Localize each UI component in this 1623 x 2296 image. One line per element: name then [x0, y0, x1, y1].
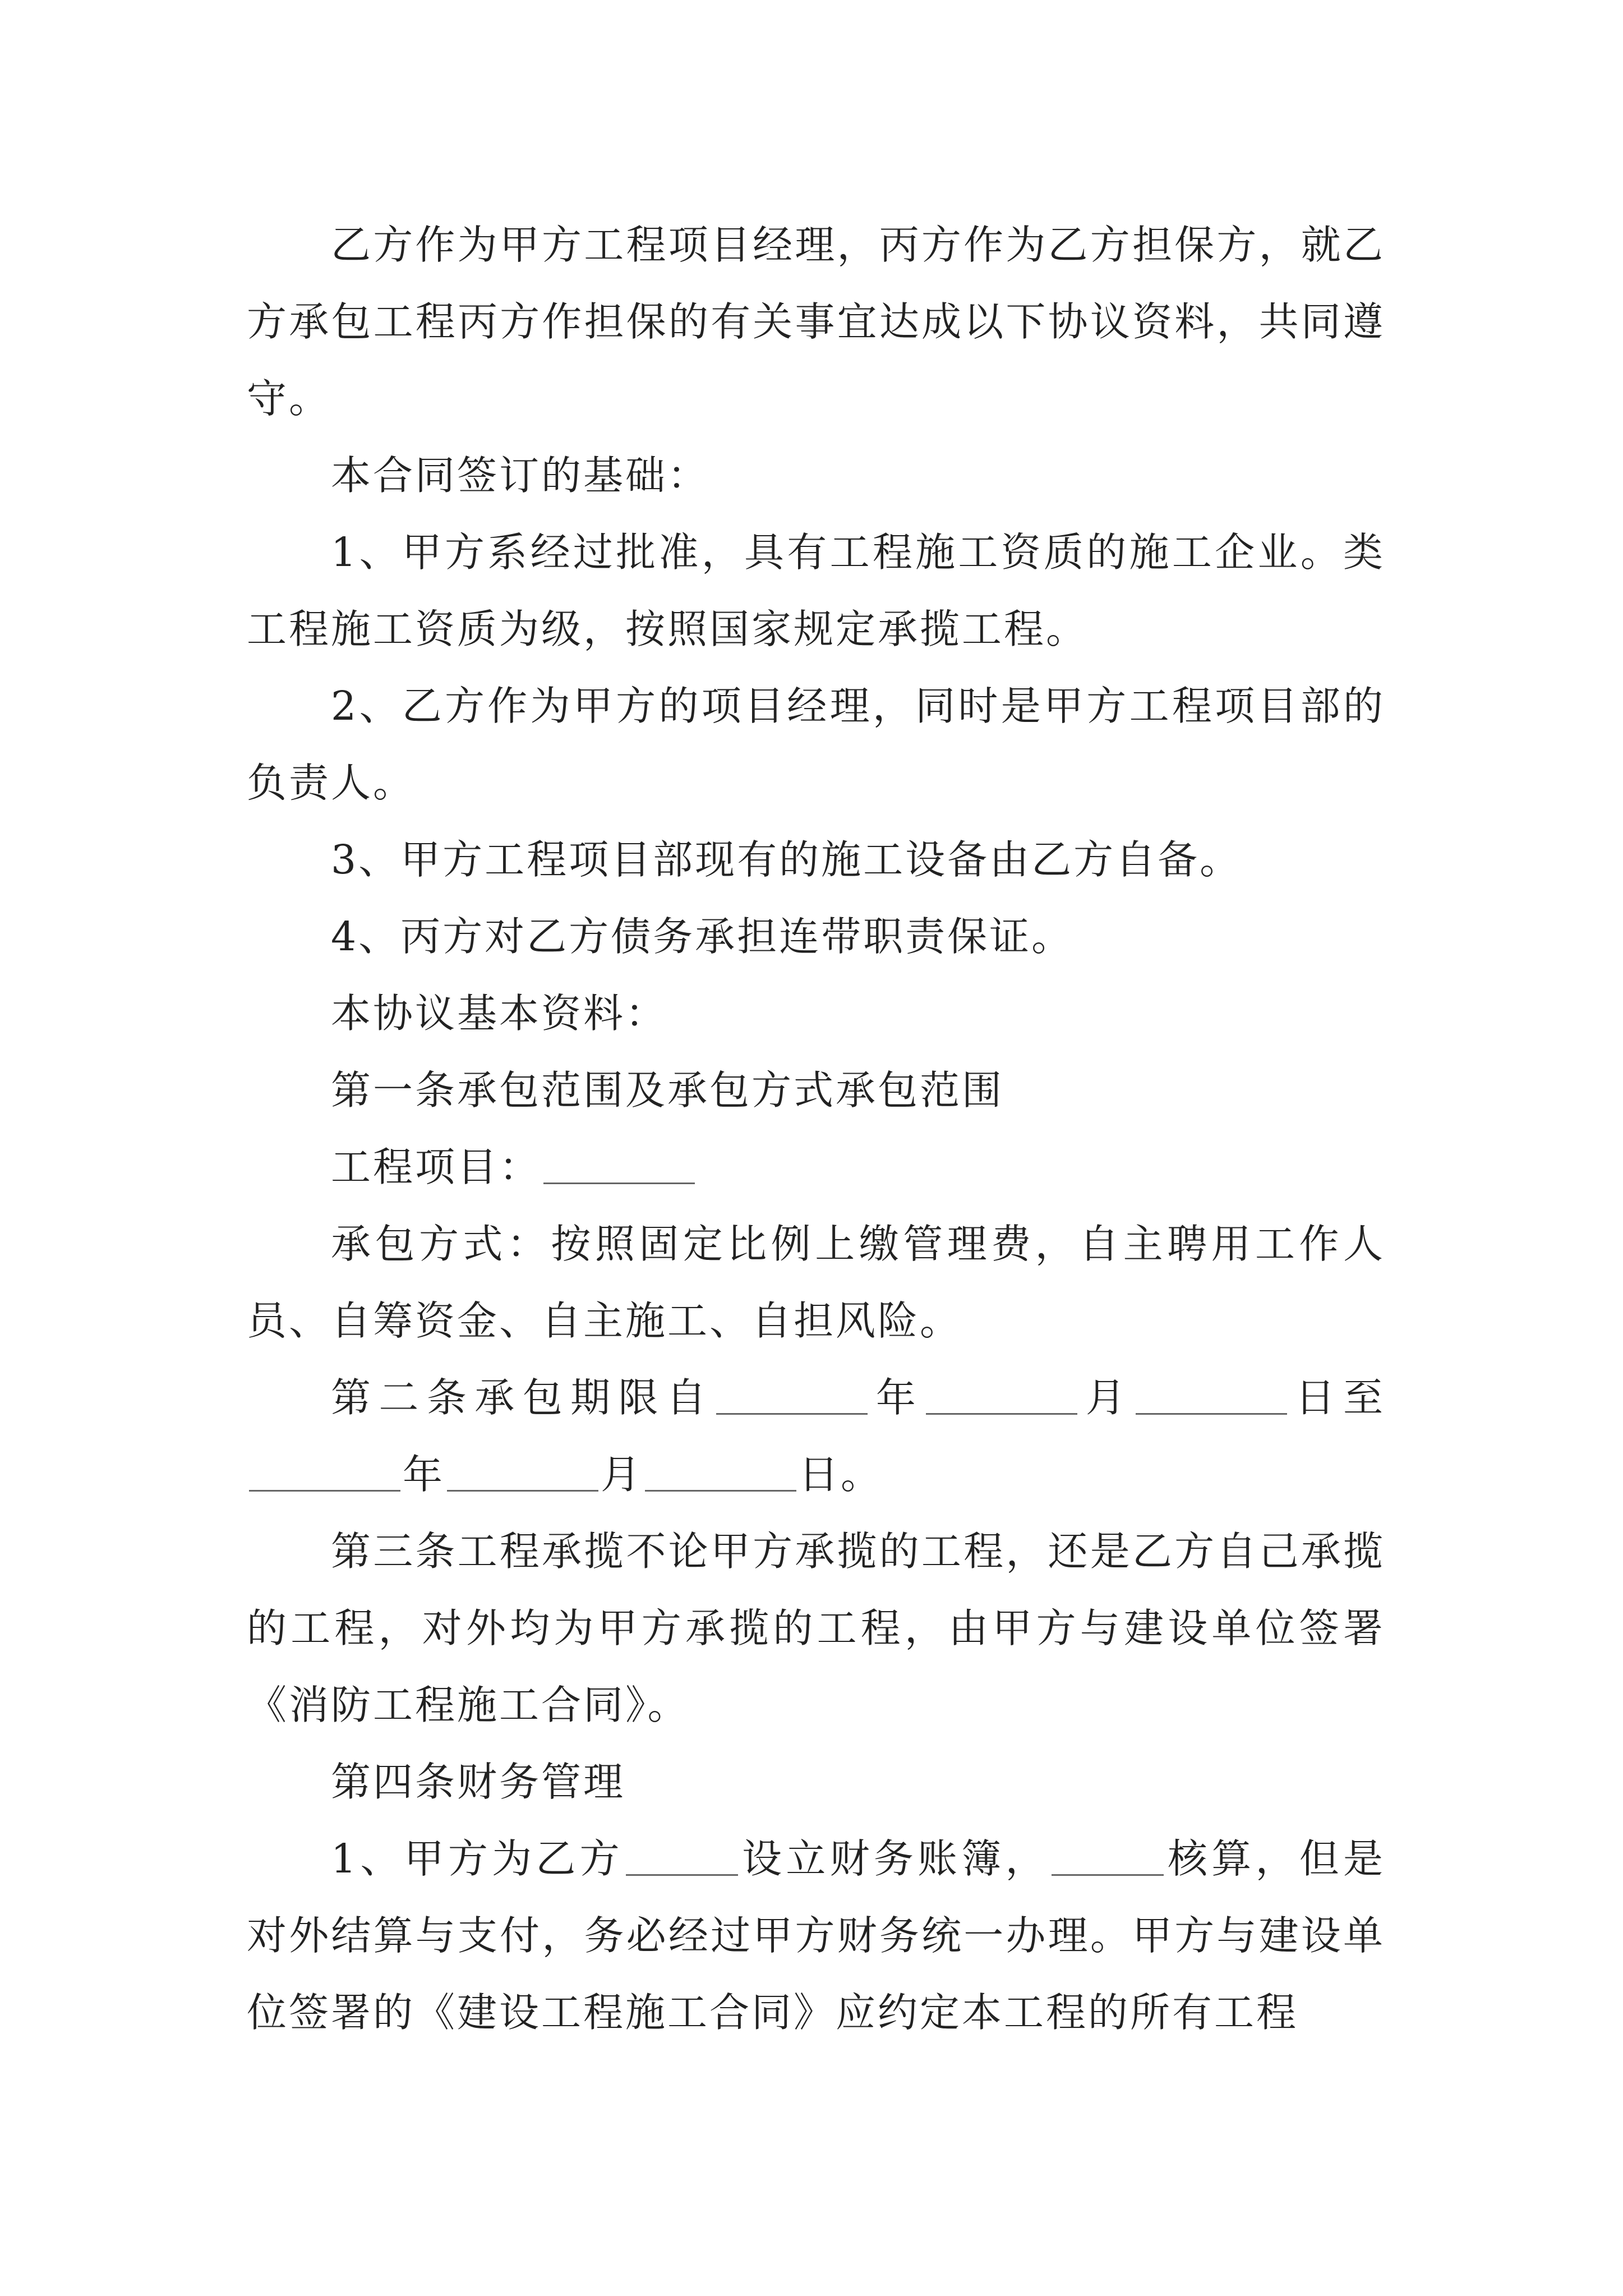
- finance-1-lead: 1、甲方为乙方: [331, 1835, 624, 1882]
- end-month-blank: [447, 1450, 598, 1492]
- paragraph-basis-2: 2、乙方作为甲方的项目经理，同时是甲方工程项目部的负责人。: [247, 683, 1385, 806]
- project-item-label: 工程项目：: [331, 1144, 542, 1190]
- paragraph-article-4: 第四条财务管理: [331, 1759, 626, 1805]
- paragraph-basis-3: 3、甲方工程项目部现有的施工设备由乙方自备。: [331, 836, 1242, 883]
- end-day-label: 日。: [799, 1451, 883, 1498]
- end-month-label: 月: [601, 1451, 643, 1498]
- paragraph-project-item: [247, 1129, 1385, 1205]
- end-year-label: 年: [403, 1451, 445, 1498]
- paragraph-finance-1: [247, 1820, 1385, 2051]
- paragraph-basis-1: 1、甲方系经过批准，具有工程施工资质的施工企业。类工程施工资质为级，按照国家规定承揽工程。: [247, 529, 1385, 652]
- end-year-blank: [249, 1450, 400, 1492]
- finance-1-middle: 设立财务账簿，: [740, 1835, 1049, 1882]
- paragraph-article-3: 第三条工程承揽不论甲方承揽的工程，还是乙方自己承揽的工程，对外均为甲方承揽的工程，由甲方与建设单位签署《消防工程施工合同》。: [247, 1528, 1385, 1728]
- paragraph-contract-method: 承包方式：按照固定比例上缴管理费，自主聘用工作人员、自筹资金、自主施工、自担风险。: [247, 1221, 1385, 1344]
- finance-blank-1: [626, 1834, 738, 1876]
- document-body: [247, 206, 1385, 2051]
- finance-blank-2: [1052, 1834, 1164, 1876]
- start-day-blank: [1136, 1373, 1287, 1415]
- day-to-label: 日至: [1289, 1374, 1385, 1421]
- finance-1-rest: 核算，但是对外结算与支付，务必经过甲方财务统一办理。甲方与建设单位签署的《建设工程施工合同》应约定本工程的所有工程: [247, 1835, 1385, 2036]
- start-year-blank: [716, 1373, 868, 1415]
- paragraph-basis-heading: 本合同签订的基础：: [331, 452, 710, 499]
- paragraph-article-2: [247, 1359, 1385, 1513]
- article-2-lead: 第二条承包期限自: [331, 1374, 714, 1421]
- start-year-label: 年: [870, 1374, 924, 1421]
- project-item-blank: [543, 1142, 695, 1184]
- paragraph-article-1: 第一条承包范围及承包方式承包范围: [331, 1067, 1004, 1114]
- paragraph-agreement-heading: 本协议基本资料：: [331, 990, 668, 1037]
- start-month-blank: [926, 1373, 1077, 1415]
- start-month-label: 月: [1080, 1374, 1134, 1421]
- paragraph-parties: 乙方作为甲方工程项目经理，丙方作为乙方担保方，就乙方承包工程丙方作担保的有关事宜达成以下协议资料，共同遵守。: [247, 222, 1385, 422]
- paragraph-basis-4: 4、丙方对乙方债务承担连带职责保证。: [331, 913, 1074, 960]
- end-day-blank: [645, 1450, 796, 1492]
